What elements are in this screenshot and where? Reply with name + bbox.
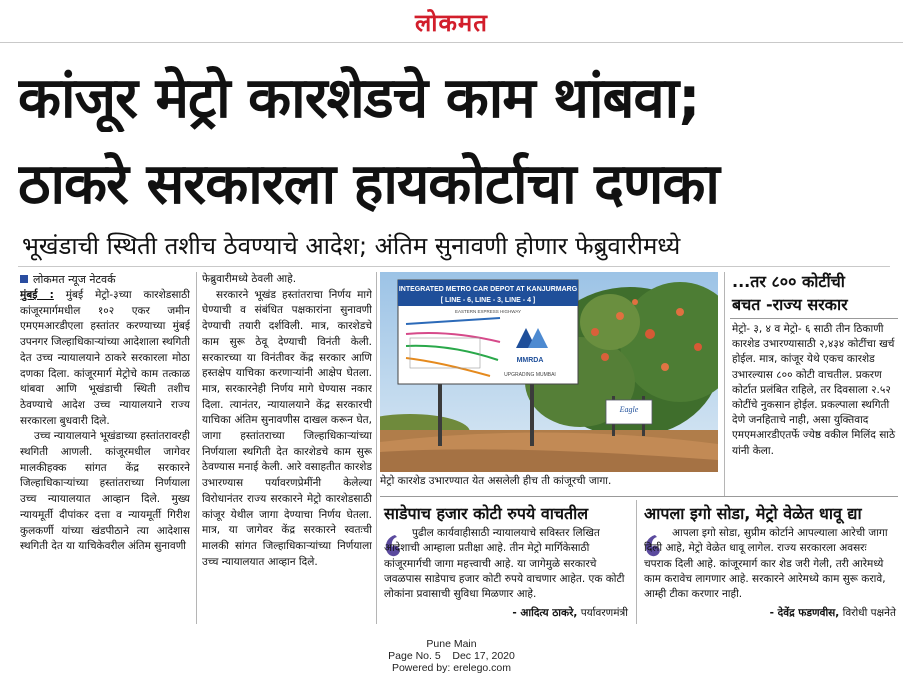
subheadline: भूखंडाची स्थिती तशीच ठेवण्याचे आदेश; अंतिम सुनावणी होणार फेब्रुवारीमध्ये xyxy=(22,232,681,260)
small-board-label: Eagle xyxy=(619,405,639,414)
kanjurmarg-site-photo xyxy=(380,272,718,472)
footer-edition: Pune Main xyxy=(426,638,477,650)
sign-brand-tag: UPGRADING MUMBAI xyxy=(504,372,556,378)
column-divider xyxy=(376,272,377,624)
article-column-1 xyxy=(20,272,190,624)
sidebar-rule xyxy=(730,318,898,319)
article-paragraph: उच्च न्यायालयाने भूखंडाच्या हस्तांतरावरही स्थगिती आणली. कांजूरमधील जागेवर मालकीहक्क सांगत केंद्र सरकारने जिल्हाधिकाऱ्यांच्या हस्तांतराच्या निर्णयाला उच्च न्यायालयात आव्हान दिले. मुख्य न्यायमूर्ती दीपांकर दत्ता व न्यायमूर्ती गिरीश कुलकर्णी यांच्या खंडपीठाने त्या आदेशास स्थगिती देत या याचिकेवरील अंतिम सुनावणी xyxy=(20,430,190,553)
article-lead-text: मुंबई मेट्रो-३च्या कारशेडसाठी कांजूरमार्गमधील १०२ एकर जमीन एमएमआरडीएला हस्तांतर करण्याच्या मुंबई उपनगर जिल्हाधिकाऱ्यांच्या आदेशाला स्थगिती देत उच्च न्यायालयाने ठाकरे सरकारला मोठा दणका दिला. कांजूरमार्ग मेट्रोचे काम तत्काळ थांबवा आणि भूखंडाची स्थिती तशीच ठेवण्याचे आदेश उच्च न्यायालयाने राज्य सरकारला बुधवारी दिले. xyxy=(20,289,190,427)
quote-right-text: आपला इगो सोडा, सुप्रीम कोर्टाने आपल्याला आरेची जागा दिली आहे, मेट्रो वेळेत धावू लागेल. राज्य सरकारला अवसरः चपराक दिली आहे. कांजूरमार्ग कार शेड जरी गेली, तरी आरेमध्ये काम करावेच लागणार आहे. सरकारने आरेमध्ये काम सुरू करावे, आम्ही टीका करणार नाही. xyxy=(644,527,888,601)
article-lead xyxy=(20,288,190,429)
byline-text: लोकमत न्यूज नेटवर्क xyxy=(33,273,116,286)
quote-right-author: - देवेंद्र फडणवीस, xyxy=(769,607,840,619)
quote-right-role: विरोधी पक्षनेते xyxy=(842,607,896,619)
sign-highway-label: EASTERN EXPRESS HIGHWAY xyxy=(454,309,522,314)
photo-caption: मेट्रो कारशेड उभारण्यात येत असलेली हीच ती कांजूरची जागा. xyxy=(380,475,612,487)
footer xyxy=(0,638,903,674)
sidebar-title-line-1: ...तर ८०० कोटींची xyxy=(732,272,845,291)
quote-left-author: - आदित्य ठाकरे, xyxy=(512,607,578,619)
footer-date: Dec 17, 2020 xyxy=(452,650,515,662)
dateline: मुंबई : xyxy=(20,289,54,301)
sidebar-title xyxy=(732,270,897,316)
column-divider xyxy=(636,500,637,624)
sidebar-text: मेट्रो- ३, ४ व मेट्रो- ६ साठी तीन ठिकाणी कारशेड उभारण्यासाठी २,४३४ कोटींचा खर्च होईल. मात्र, कांजूर येथे एकच कारशेड उभारल्यास ८०० कोटी वाचतील. प्रकरण कोर्टात प्रलंबित राहिले, तर दिवसाला २.५२ कोटींचे नुकसान होईल. प्रकल्पाला स्थगिती देणे जनहिताचे नाही, असा युक्तिवाद एमएमआरडीएतर्फे ज्येष्ठ वकील मिलिंद साठे यांनी केला. xyxy=(732,323,896,457)
sidebar-title-line-2: बचत -राज्य सरकार xyxy=(732,295,848,314)
sign-subtitle: [ LINE - 6, LINE - 3, LINE - 4 ] xyxy=(440,297,536,304)
headline-line-1: कांजूर मेट्रो कारशेडचे काम थांबवा; xyxy=(18,66,700,131)
subheadline-rule xyxy=(18,266,890,267)
article-paragraph: फेब्रुवारीमध्ये ठेवली आहे. xyxy=(202,273,297,285)
headline-line-2: ठाकरे सरकारला हायकोर्टाचा दणका xyxy=(18,152,719,217)
photo-illustration xyxy=(380,272,718,472)
byline xyxy=(20,272,190,288)
article-paragraph: सरकारने भूखंड हस्तांतराचा निर्णय मागे घेण्याची व संबंधित पक्षकारांना सुनावणी देण्याची तयारी दर्शविली. मात्र, कारशेडचे काम सुरू ठेवू देण्याची विनंती केली. सरकारच्या या विनंतीवर केंद्र सरकार आणि हस्तक्षेप याचिका करणाऱ्यांनी आक्षेप घेतला. मात्र, सरकारनेही निर्णय मागे घेण्यास नकार दिला. त्यानंतर, न्यायालयाने केंद्र सरकारची याचिका अंतिम सुनावणीस दाखल करून घेत, जागा हस्तांतराच्या जिल्हाधिकाऱ्यांच्या निर्णयाला स्थगिती देत कारशेडचे काम सुरू ठेवण्यास मनाई केली. आरे वसाहतीत कारशेड उभारण्यास पर्यावरणप्रेमींनी केलेल्या विरोधानंतर राज्य सरकारने मेट्रो कारशेडसाठी कांजूर येथील जागा देण्याचा निर्णय घेतला. मात्र, या जागेवर केंद्र सरकारने स्वतःची मालकी सांगत जिल्हाधिकाऱ्यांच्या निर्णयाला उच्च न्यायालयात आव्हान दिले. xyxy=(202,288,372,568)
column-divider xyxy=(196,272,197,624)
article-column-2 xyxy=(202,272,372,624)
quote-left-role: पर्यावरणमंत्री xyxy=(580,607,628,619)
column-divider xyxy=(724,272,725,496)
footer-powered-by: Powered by: erelego.com xyxy=(391,662,512,674)
newspaper-logo: लोकमत xyxy=(415,8,488,37)
sign-title: INTEGRATED METRO CAR DEPOT AT KANJURMARG xyxy=(398,286,578,293)
quote-left-signature xyxy=(384,606,628,621)
quote-left-title: साडेपाच हजार कोटी रुपये वाचतील xyxy=(384,504,589,523)
quote-left-text: पुढील कार्यवाहीसाठी न्यायालयाचे सविस्तर लिखित आदेशाची आम्हाला प्रतीक्षा आहे. तीन मेट्रो मार्गिकेसाठी कांजूरमार्गची जागा महत्त्वाची आहे. या जागेमुळे सरकारचे जवळपास साडेपाच हजार कोटी रुपये वाचणार आहेत. एक कोटी लोकांना प्रवासाची सुविधा मिळणार आहे. xyxy=(384,527,625,601)
quote-right-title: आपला इगो सोडा, मेट्रो वेळेत धावू द्या xyxy=(644,504,862,523)
quote-right-signature xyxy=(644,606,896,621)
footer-page-date xyxy=(0,650,903,662)
masthead-rule xyxy=(0,42,903,43)
footer-page: Page No. 5 xyxy=(388,650,441,662)
bullet-square-icon xyxy=(20,275,28,283)
sign-brand: MMRDA xyxy=(516,357,544,364)
quote-section-rule xyxy=(380,496,898,497)
masthead xyxy=(0,0,903,40)
